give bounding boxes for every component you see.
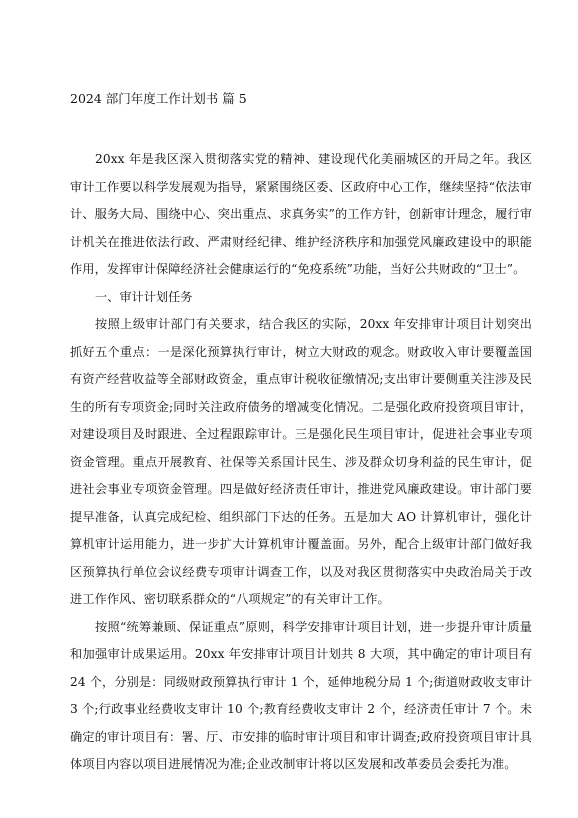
body-paragraph-tasks: 按照上级审计部门有关要求，结合我区的实际，20xx 年安排审计项目计划突出抓好五个重点：一是深化预算执行审计，树立大财政的观念。财政收入审计要覆盖国有资产经营收益等全部财政资金，重点审计税收征缴情况;支出审计要侧重关注涉及民生的所有专项资金;同时关注政府债务的增减变化情况。二是强化政府投资项目审计，对建设项目及时跟进、全过程跟踪审计。三是强化民生项目审计，促进社会事业专项资金管理。重点开展教育、社保等关系国计民生、涉及群众切身利益的民生审计，促进社会事业专项资金管理。四是做好经济责任审计，推进党风廉政建设。审计部门要提早准备，认真完成纪检、组织部门下达的任务。五是加大 AO 计算机审计，强化计算机审计运用能力，进一步扩大计算机审计覆盖面。另外，配合上级审计部门做好我区预算执行单位会议经费专项审计调查工作，以及对我区贯彻落实中央政治局关于改进工作作风、密切联系群众的“八项规定”的有关审计工作。 bbox=[70, 317, 532, 606]
section-heading: 一、审计计划任务 bbox=[95, 289, 193, 304]
intro-paragraph: 20xx 年是我区深入贯彻落实党的精神、建设现代化美丽城区的开局之年。我区审计工作要以科学发展观为指导，紧紧围绕区委、区政府中心工作，继续坚持“依法审计、服务大局、围绕中心、突出重点、求真务实”的工作方针，创新审计理念，履行审计机关在推进依法行政、严肃财经纪律、维护经济秩序和加强党风廉政建设中的职能作用，发挥审计保障经济社会健康运行的“免疫系统”功能，当好公共财政的“卫士”。 bbox=[70, 152, 532, 276]
document-title: 2024 部门年度工作计划书 篇 5 bbox=[70, 91, 247, 106]
body-paragraph-plan: 按照“统筹兼顾、保证重点”原则，科学安排审计项目计划，进一步提升审计质量和加强审计成果运用。20xx 年安排审计项目计划共 8 大项，其中确定的审计项目有 24 个，分别是：同级财政预算执行审计 1 个，延伸地税分局 1 个;街道财政收支审计 3 个;行政事业经费收支审计 10 个;教育经费收支审计 2 个，经济责任审计 7 个。未确定的审计项目有：署、厅、市安排的临时审计项目和审计调查;政府投资项目审计具体项目内容以项目进展情况为准;企业改制审计将以区发展和改革委员会委托为准。 bbox=[70, 619, 532, 771]
